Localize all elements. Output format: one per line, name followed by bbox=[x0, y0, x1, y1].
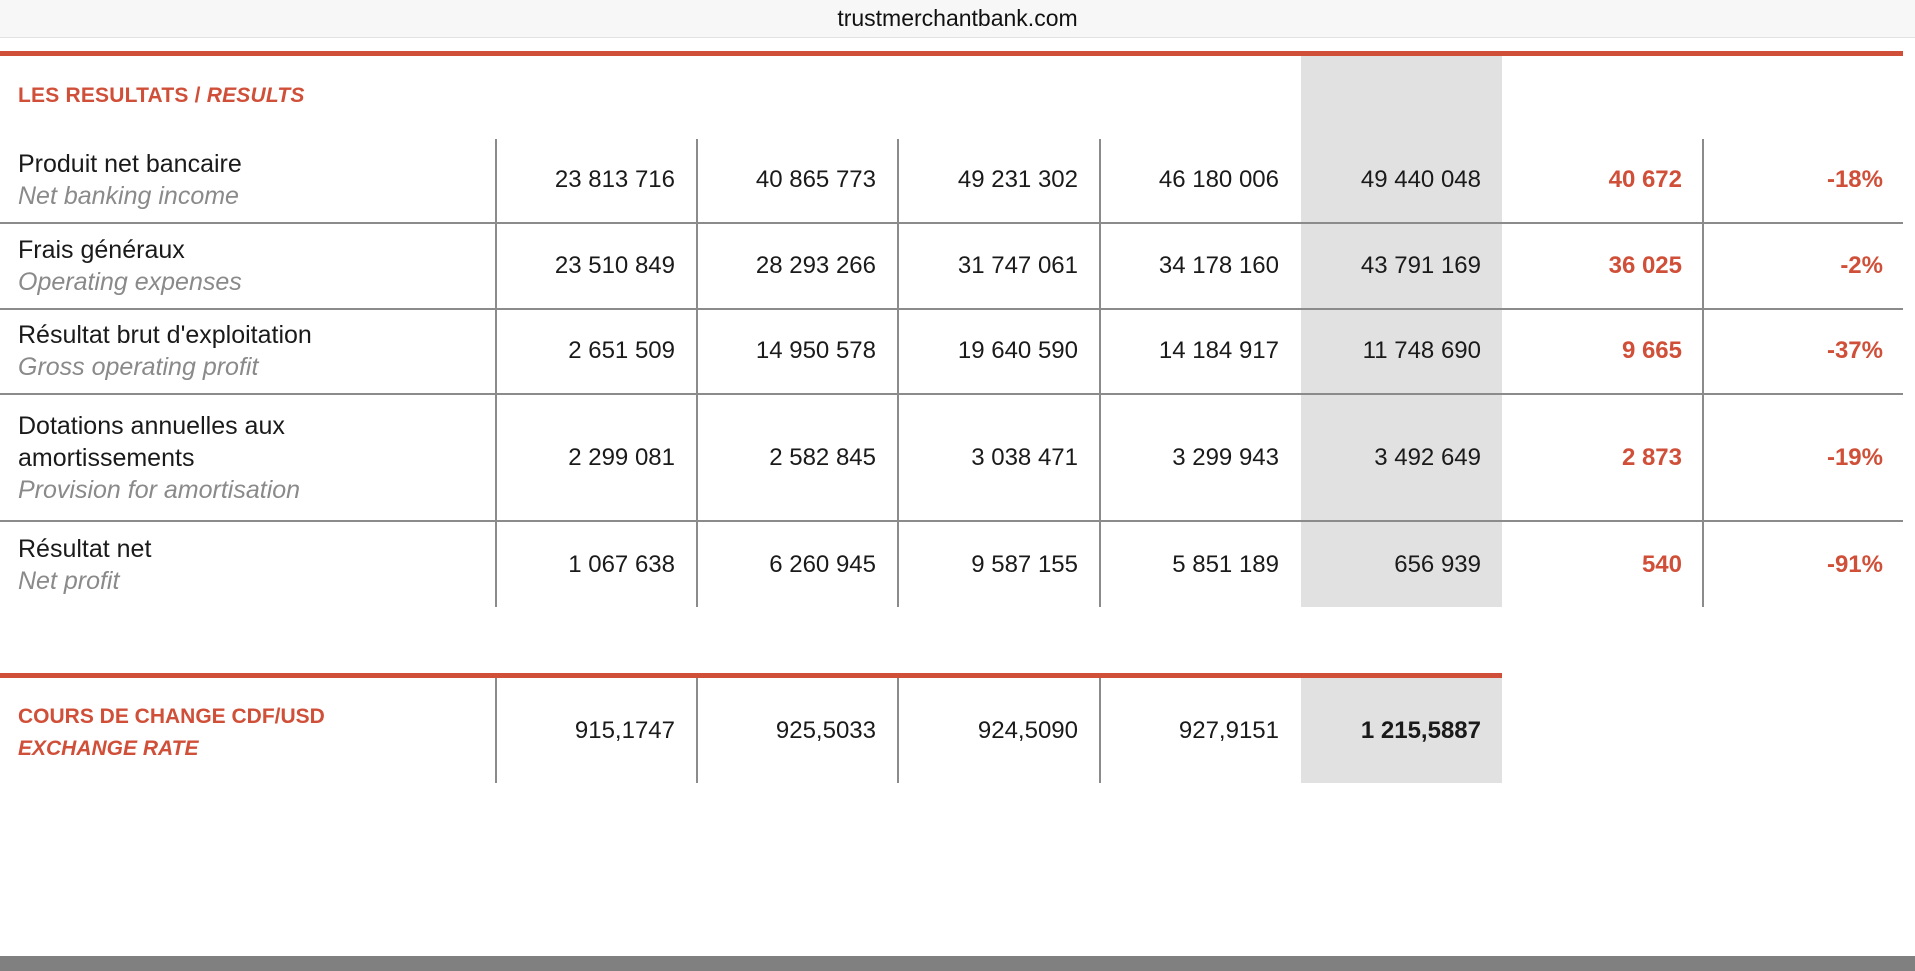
label-en: Provision for amortisation bbox=[18, 476, 301, 504]
exchange-title-en: EXCHANGE RATE bbox=[18, 737, 199, 760]
results-top-rule bbox=[0, 51, 1903, 56]
table-cell: 19 640 590 bbox=[957, 337, 1078, 364]
table-cell: 46 180 006 bbox=[1158, 166, 1279, 193]
label-fr-line-2: amortissements bbox=[18, 444, 195, 472]
row-label-operating-expenses bbox=[18, 234, 242, 298]
bottom-toolbar bbox=[0, 956, 1915, 971]
label-fr: Résultat brut d'exploitation bbox=[18, 321, 312, 349]
table-cell: 23 813 716 bbox=[554, 166, 675, 193]
row-divider-3 bbox=[0, 393, 1903, 395]
label-en: Operating expenses bbox=[18, 268, 242, 296]
table-cell: 3 299 943 bbox=[1172, 444, 1279, 471]
table-cell-highlight: 540 bbox=[1641, 551, 1682, 578]
exchange-cell: 927,9151 bbox=[1178, 717, 1279, 744]
label-fr: Frais généraux bbox=[18, 236, 185, 264]
col-divider-4 bbox=[1099, 139, 1101, 607]
row-divider-4 bbox=[0, 520, 1903, 522]
table-cell: 43 791 169 bbox=[1360, 252, 1481, 279]
col-divider-5 bbox=[1702, 139, 1704, 607]
address-bar[interactable] bbox=[0, 0, 1915, 38]
exchange-title-fr: COURS DE CHANGE CDF/USD bbox=[18, 705, 325, 728]
exchange-cell: 925,5033 bbox=[775, 717, 876, 744]
label-fr: Dotations annuelles aux bbox=[18, 412, 285, 440]
row-label-net-banking-income bbox=[18, 148, 242, 212]
table-cell-change: -37% bbox=[1826, 337, 1883, 364]
table-cell: 40 865 773 bbox=[755, 166, 876, 193]
exchange-col-divider-1 bbox=[495, 678, 497, 783]
col-divider-3 bbox=[897, 139, 899, 607]
row-label-net-profit bbox=[18, 533, 151, 597]
table-cell: 6 260 945 bbox=[769, 551, 876, 578]
table-cell: 656 939 bbox=[1394, 551, 1481, 578]
exchange-cell-current: 1 215,5887 bbox=[1360, 717, 1481, 744]
results-title-fr: LES RESULTATS / bbox=[18, 84, 207, 107]
label-fr: Résultat net bbox=[18, 535, 152, 563]
table-cell: 49 231 302 bbox=[957, 166, 1078, 193]
table-cell: 14 950 578 bbox=[755, 337, 876, 364]
exchange-col-divider-2 bbox=[696, 678, 698, 783]
table-cell: 49 440 048 bbox=[1360, 166, 1481, 193]
table-cell-highlight: 2 873 bbox=[1621, 444, 1682, 471]
table-cell: 11 748 690 bbox=[1362, 337, 1481, 364]
exchange-rate-title bbox=[18, 701, 325, 765]
exchange-cell: 915,1747 bbox=[574, 717, 675, 744]
exchange-top-rule bbox=[0, 673, 1502, 678]
label-en: Gross operating profit bbox=[18, 353, 259, 381]
table-cell: 23 510 849 bbox=[554, 252, 675, 279]
table-cell: 2 651 509 bbox=[568, 337, 675, 364]
table-cell-change: -18% bbox=[1826, 166, 1883, 193]
exchange-col-divider-3 bbox=[897, 678, 899, 783]
table-cell: 1 067 638 bbox=[568, 551, 675, 578]
table-cell: 3 492 649 bbox=[1374, 444, 1481, 471]
results-title-en: RESULTS bbox=[206, 84, 305, 107]
highlight-column-results bbox=[1301, 52, 1502, 607]
table-cell: 5 851 189 bbox=[1172, 551, 1279, 578]
table-cell-highlight: 40 672 bbox=[1608, 166, 1682, 193]
table-cell-change: -19% bbox=[1826, 444, 1883, 471]
exchange-cell: 924,5090 bbox=[977, 717, 1078, 744]
table-cell: 2 582 845 bbox=[769, 444, 876, 471]
label-en: Net profit bbox=[18, 567, 120, 595]
table-cell: 14 184 917 bbox=[1158, 337, 1279, 364]
results-section-title bbox=[18, 84, 305, 108]
row-divider-1 bbox=[0, 222, 1903, 224]
col-divider-1 bbox=[495, 139, 497, 607]
table-cell: 34 178 160 bbox=[1158, 252, 1279, 279]
label-fr: Produit net bancaire bbox=[18, 150, 242, 178]
exchange-col-divider-4 bbox=[1099, 678, 1101, 783]
table-cell: 2 299 081 bbox=[568, 444, 675, 471]
table-cell: 3 038 471 bbox=[971, 444, 1078, 471]
col-divider-2 bbox=[696, 139, 698, 607]
table-cell-highlight: 36 025 bbox=[1608, 252, 1682, 279]
table-cell-change: -2% bbox=[1840, 252, 1883, 279]
table-cell: 9 587 155 bbox=[971, 551, 1078, 578]
table-cell: 28 293 266 bbox=[755, 252, 876, 279]
url-text: trustmerchantbank.com bbox=[837, 5, 1078, 31]
label-en: Net banking income bbox=[18, 182, 239, 210]
row-label-gross-operating-profit bbox=[18, 319, 312, 383]
table-cell: 31 747 061 bbox=[957, 252, 1078, 279]
table-cell-change: -91% bbox=[1826, 551, 1883, 578]
table-cell-highlight: 9 665 bbox=[1621, 337, 1682, 364]
row-divider-2 bbox=[0, 308, 1903, 310]
row-label-provision-for-amortisation bbox=[18, 410, 300, 506]
